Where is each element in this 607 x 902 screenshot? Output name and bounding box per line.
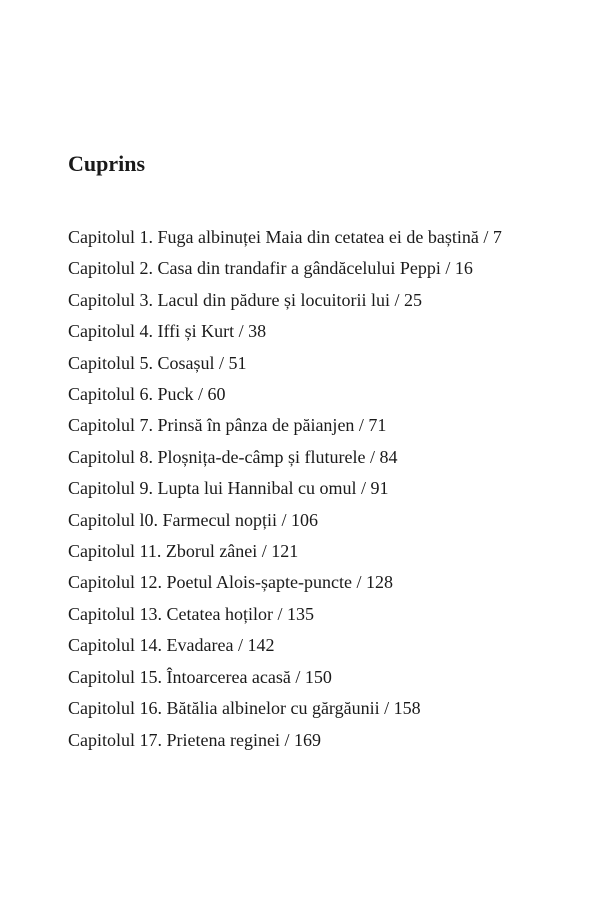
toc-entry: Capitolul 15. Întoarcerea acasă / 150	[68, 666, 332, 687]
toc-entry: Capitolul 1. Fuga albinuței Maia din cetatea ei de baștină / 7	[68, 227, 502, 247]
toc-entry: Capitolul 12. Poetul Alois-șapte-puncte / 128	[68, 572, 393, 593]
page-title: Cuprins	[68, 151, 146, 176]
toc-entry: Capitolul 9. Lupta lui Hannibal cu omul / 91	[68, 478, 389, 499]
toc-entry: Capitolul 11. Zborul zânei / 121	[68, 541, 299, 562]
toc-entry: Capitolul 4. Iffi și Kurt / 38	[68, 321, 267, 342]
toc-entry: Capitolul 17. Prietena reginei / 169	[68, 729, 321, 750]
toc-entry: Capitolul 3. Lacul din pădure și locuitorii lui / 25	[68, 289, 422, 310]
toc-entry: Capitolul 13. Cetatea hoților / 135	[68, 603, 314, 624]
table-of-contents	[68, 222, 502, 756]
toc-entry: Capitolul l0. Farmecul nopții / 106	[68, 509, 318, 530]
toc-entry: Capitolul 2. Casa din trandafir a gândăcelului Peppi / 16	[68, 258, 473, 279]
toc-entry: Capitolul 6. Puck / 60	[68, 384, 226, 405]
toc-entry: Capitolul 5. Cosașul / 51	[68, 352, 247, 373]
toc-entry: Capitolul 14. Evadarea / 142	[68, 635, 275, 656]
toc-entry: Capitolul 8. Ploșnița-de-câmp și fluturele / 84	[68, 446, 398, 467]
toc-entry: Capitolul 16. Bătălia albinelor cu gărgăunii / 158	[68, 698, 421, 719]
toc-entry: Capitolul 7. Prinsă în pânza de păianjen / 71	[68, 415, 387, 436]
